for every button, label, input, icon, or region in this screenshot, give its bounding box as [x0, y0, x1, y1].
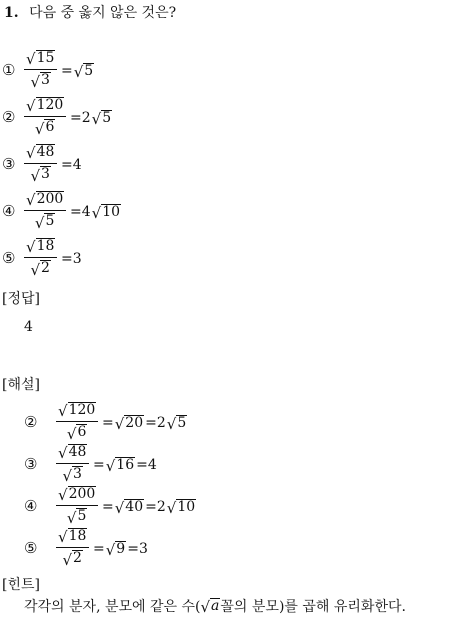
intermediate-sqrt: √ 20: [114, 415, 144, 434]
question-number: 1.: [4, 5, 19, 21]
explanation-marker: ⑤: [24, 539, 38, 557]
choice-fraction-numerator: √ 200: [26, 191, 64, 210]
result-sqrt-radicand: 5: [102, 110, 112, 126]
explanation-result: [102, 415, 188, 434]
choice-marker: ③: [2, 155, 16, 173]
choice-result: [70, 204, 122, 223]
choice-fraction-denominator-radicand: 5: [45, 213, 55, 230]
equals-sign: =: [145, 415, 157, 432]
intermediate-sqrt: √ 9: [105, 541, 126, 560]
intermediate-sqrt-radicand: 16: [116, 457, 135, 473]
explanation-fraction-numerator: √ 48: [58, 444, 87, 463]
choice-fraction-denominator: √ 6: [34, 119, 55, 138]
hint-label: [힌트]: [2, 577, 40, 593]
result-sqrt-radicand: 5: [84, 63, 94, 79]
intermediate-sqrt-radicand: 40: [125, 499, 144, 515]
hint-sqrt: √ a: [200, 598, 220, 617]
equals-sign: =: [102, 415, 114, 432]
final-sqrt-radicand: 5: [177, 415, 187, 431]
hint-text-before: 각각의 분자, 분모에 같은 수(: [24, 599, 201, 616]
explanation-marker: ②: [24, 413, 38, 431]
choice-fraction-numerator: √ 18: [26, 238, 55, 257]
explanation-fraction-numerator-radicand: 48: [68, 444, 87, 460]
equals-sign: =: [61, 157, 73, 173]
explanation-fraction-numerator: √ 18: [58, 528, 87, 547]
explanation-fraction-denominator-radicand: 6: [77, 424, 87, 441]
equals-sign: =: [70, 110, 82, 127]
explanation-result: [93, 541, 148, 560]
equals-sign: =: [70, 204, 82, 221]
explanation-fraction-numerator-radicand: 18: [68, 528, 87, 544]
intermediate-sqrt-radicand: 20: [125, 415, 144, 431]
explanation-fraction-numerator: √ 120: [58, 402, 96, 421]
result-coefficient: 4: [72, 157, 82, 173]
explanation-fraction-numerator-radicand: 120: [68, 402, 96, 418]
choice-fraction-denominator-radicand: 6: [45, 119, 55, 136]
final-coefficient: 3: [138, 541, 148, 558]
explanation-fraction-denominator-radicand: 3: [73, 466, 82, 483]
choice-result: [70, 110, 113, 129]
choice-fraction-numerator: √ 48: [26, 144, 55, 163]
explanation-fraction-denominator: √ 3: [62, 466, 82, 485]
explanation-fraction-numerator-radicand: 200: [68, 486, 96, 502]
equals-sign: =: [61, 63, 73, 80]
question-text: 다음 중 옳지 않은 것은?: [29, 5, 177, 21]
equals-sign: =: [127, 541, 139, 558]
equals-sign: =: [145, 499, 157, 516]
explanation-fraction: [56, 528, 89, 568]
final-coefficient: 2: [156, 415, 166, 432]
equals-sign: =: [136, 457, 148, 474]
explanation-fraction-numerator: √ 200: [58, 486, 96, 505]
result-coefficient: 3: [72, 251, 82, 267]
hint-text-after: 꼴의 분모)를 곱해 유리화한다.: [220, 599, 406, 616]
explanation-marker: ③: [24, 455, 38, 473]
choice-fraction-denominator: √ 3: [30, 72, 50, 91]
choice-fraction-denominator-radicand: 3: [41, 72, 50, 89]
choice-fraction-denominator: √ 2: [30, 260, 50, 279]
choice-fraction-denominator-radicand: 3: [41, 166, 50, 183]
answer-label: [정답]: [2, 291, 40, 307]
intermediate-sqrt: √ 16: [105, 457, 135, 476]
final-coefficient: 2: [156, 499, 166, 516]
choice-fraction: [24, 144, 57, 184]
result-coefficient: 2: [81, 110, 91, 127]
explanation-result: [93, 457, 157, 476]
result-sqrt: √ 10: [91, 204, 121, 223]
question-line: [4, 6, 176, 20]
intermediate-sqrt: √ 40: [114, 499, 144, 518]
choice-fraction-numerator-radicand: 120: [36, 97, 64, 113]
choice-fraction-numerator: √ 120: [26, 97, 64, 116]
choice-marker: ④: [2, 202, 16, 220]
choice-result: [61, 63, 95, 82]
choice-result: [61, 251, 82, 267]
choice-fraction-denominator-radicand: 2: [41, 260, 50, 277]
choice-fraction: [24, 50, 57, 90]
equals-sign: =: [93, 541, 105, 558]
explanation-fraction-denominator: √ 5: [66, 508, 87, 527]
equals-sign: =: [93, 457, 105, 474]
choice-fraction-numerator-radicand: 200: [36, 191, 64, 207]
hint-text: [24, 598, 406, 617]
choice-fraction-denominator: √ 5: [34, 213, 55, 232]
choice-result: [61, 157, 82, 173]
result-sqrt-radicand: 10: [102, 204, 121, 220]
choice-fraction-numerator: √ 15: [26, 50, 55, 69]
explanation-fraction: [56, 444, 89, 484]
explanation-fraction-denominator: √ 6: [66, 424, 87, 443]
choice-fraction-numerator-radicand: 18: [36, 238, 55, 254]
final-coefficient: 4: [147, 457, 157, 474]
hint-radicand: a: [211, 598, 220, 614]
final-sqrt: √ 5: [166, 415, 187, 434]
choice-marker: ⑤: [2, 249, 16, 267]
explanation-fraction-denominator-radicand: 5: [77, 508, 87, 525]
result-coefficient: 4: [81, 204, 91, 221]
result-sqrt: √ 5: [91, 110, 112, 129]
explanation-marker: ④: [24, 497, 38, 515]
final-sqrt: √ 10: [166, 499, 196, 518]
explanation-fraction: [56, 486, 98, 526]
explanation-fraction: [56, 402, 98, 442]
intermediate-sqrt-radicand: 9: [116, 541, 126, 557]
choice-fraction: [24, 238, 57, 278]
choice-marker: ①: [2, 61, 16, 79]
choice-fraction-denominator: √ 3: [30, 166, 50, 185]
choice-fraction-numerator-radicand: 15: [36, 50, 55, 66]
equals-sign: =: [61, 251, 73, 267]
final-sqrt-radicand: 10: [177, 499, 196, 515]
choice-marker: ②: [2, 108, 16, 126]
result-sqrt: √ 5: [73, 63, 94, 82]
explanation-result: [102, 499, 197, 518]
explanation-label: [해설]: [2, 377, 40, 393]
equals-sign: =: [102, 499, 114, 516]
choice-fraction: [24, 97, 66, 137]
explanation-fraction-denominator: √ 2: [62, 550, 82, 569]
explanation-fraction-denominator-radicand: 2: [73, 550, 82, 567]
answer-value: 4: [24, 319, 33, 335]
choice-fraction-numerator-radicand: 48: [36, 144, 55, 160]
choice-fraction: [24, 191, 66, 231]
